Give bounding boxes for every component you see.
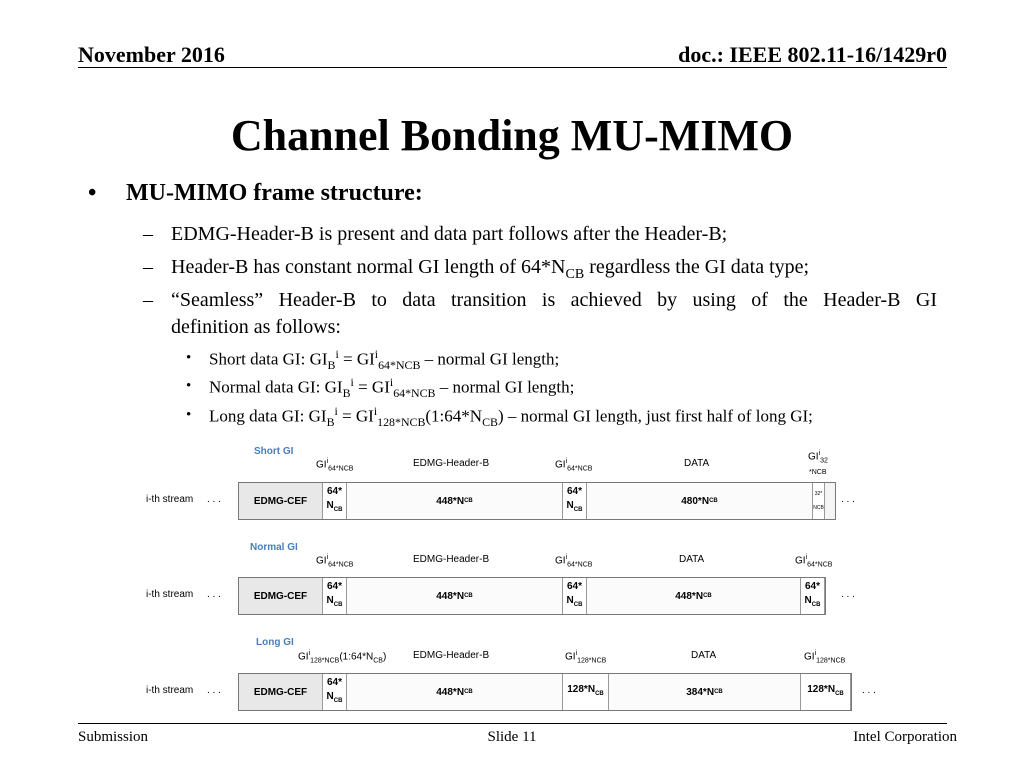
normal-gi-label-3: $GI^i_{64*NCB}$: [795, 554, 833, 569]
long-gi-label-1: $GI^i_{128*NCB}(1:64*N_{CB})$: [298, 650, 387, 665]
short-gi-label-2: $GI^i_{64*NCB}$: [555, 458, 593, 473]
normal-header-b-label: EDMG-Header-B: [413, 554, 490, 565]
footer-submission: Submission: [78, 729, 149, 745]
dot-2: •: [186, 378, 192, 394]
dot-3: •: [186, 407, 192, 423]
slide-title: Channel Bonding MU-MIMO: [230, 111, 794, 160]
short-gi32-label: $GI^i_{32}$: [808, 450, 828, 465]
header-b-cell: 448*N CB: [347, 483, 563, 519]
dash-1: –: [143, 223, 153, 245]
dash-3: –: [143, 289, 153, 311]
gi-cell: 64* $N_{CB}$: [801, 578, 825, 614]
main-bullet: MU-MIMO frame structure:: [126, 180, 423, 206]
short-header-b-label: EDMG-Header-B: [413, 458, 490, 469]
item-3-cont: definition as follows:: [171, 316, 341, 338]
gi-cell: 64* $N_{CB}$: [323, 674, 347, 710]
normal-gi-label-1: $GI^i_{64*NCB}$: [316, 554, 354, 569]
short-data-label: DATA: [684, 458, 710, 469]
long-gi-label: Long GI: [256, 637, 294, 648]
gi-cell: 64* $N_{CB}$: [563, 578, 587, 614]
long-data-label: DATA: [691, 650, 717, 661]
gi128-cell: $128*N_{CB}$: [801, 674, 851, 710]
footer-slide-number: Slide 11: [487, 729, 537, 745]
header-doc-id: doc.: IEEE 802.11-16/1429r0: [678, 42, 947, 67]
footer-rule: [78, 723, 947, 724]
header-date: November 2016: [78, 42, 225, 67]
item-1: EDMG-Header-B is present and data part follows after the Header-B;: [171, 223, 728, 245]
bullet-symbol: •: [88, 180, 97, 206]
stream-label-long: i-th stream: [146, 685, 194, 696]
normal-gi-label-2: $GI^i_{64*NCB}$: [555, 554, 593, 569]
data-cell: 480*N CB: [587, 483, 813, 519]
normal-gi-frame: [238, 577, 826, 615]
stream-label-normal: i-th stream: [146, 589, 194, 600]
short-gi-frame: [238, 482, 836, 520]
item-3: “Seamless” Header-B to data transition is achieved by using of the Header-B GI: [171, 289, 937, 311]
footer-company: Intel Corporation: [853, 729, 957, 745]
ellipsis-right-long: . . .: [862, 685, 876, 696]
cef-cell: EDMG-CEF: [239, 578, 323, 614]
item-2: Header-B has constant normal GI length of $64*N_{CB}$ regardless the GI data type;: [171, 256, 810, 282]
data-cell: 384*N CB: [609, 674, 801, 710]
cef-cell: EDMG-CEF: [239, 483, 323, 519]
data-cell: 448*N CB: [587, 578, 801, 614]
gi32-cell: 32* NCB: [813, 483, 825, 519]
header-b-cell: 448*N CB: [347, 578, 563, 614]
long-header-b-label: EDMG-Header-B: [413, 650, 490, 661]
subitem-short: Short data GI: $GI_B^i = GI^i_{64*NCB}$ – normal GI length;: [209, 347, 560, 373]
dash-2: –: [143, 256, 153, 278]
gi128-cell: $128*N_{CB}$: [563, 674, 609, 710]
long-gi-label-3: $GI^i_{128*NCB}$: [804, 650, 846, 665]
long-gi-frame: [238, 673, 852, 711]
ellipsis-left-long: . . .: [207, 685, 221, 696]
short-gi32-ncb-label: *NCB: [809, 469, 827, 476]
ellipsis-left-short: . . .: [207, 494, 221, 505]
dot-1: •: [186, 350, 192, 366]
subitem-long: Long data GI: $GI_B^i$ = $GI^i_{128*NCB}(1:64*N_{CB})$ – normal GI length, just first half of long GI;: [209, 404, 813, 430]
gi-cell: 64* $N_{CB}$: [323, 578, 347, 614]
ellipsis-right-normal: . . .: [841, 589, 855, 600]
short-gi-label: Short GI: [254, 446, 294, 457]
ellipsis-left-normal: . . .: [207, 589, 221, 600]
cef-cell: EDMG-CEF: [239, 674, 323, 710]
header-rule: [78, 67, 947, 68]
long-gi-label-2: $GI^i_{128*NCB}$: [565, 650, 607, 665]
short-gi-label-1: $GI^i_{64*NCB}$: [316, 458, 354, 473]
normal-gi-label: Normal GI: [250, 542, 298, 553]
stream-label-short: i-th stream: [146, 494, 194, 505]
ellipsis-right-short: . . .: [841, 494, 855, 505]
header-b-cell: 448*N CB: [347, 674, 563, 710]
gi-cell: 64* $N_{CB}$: [323, 483, 347, 519]
normal-data-label: DATA: [679, 554, 705, 565]
subitem-normal: Normal data GI: $GI_B^i = GI^i_{64*NCB}$ – normal GI length;: [209, 375, 575, 401]
gi-cell: 64* $N_{CB}$: [563, 483, 587, 519]
